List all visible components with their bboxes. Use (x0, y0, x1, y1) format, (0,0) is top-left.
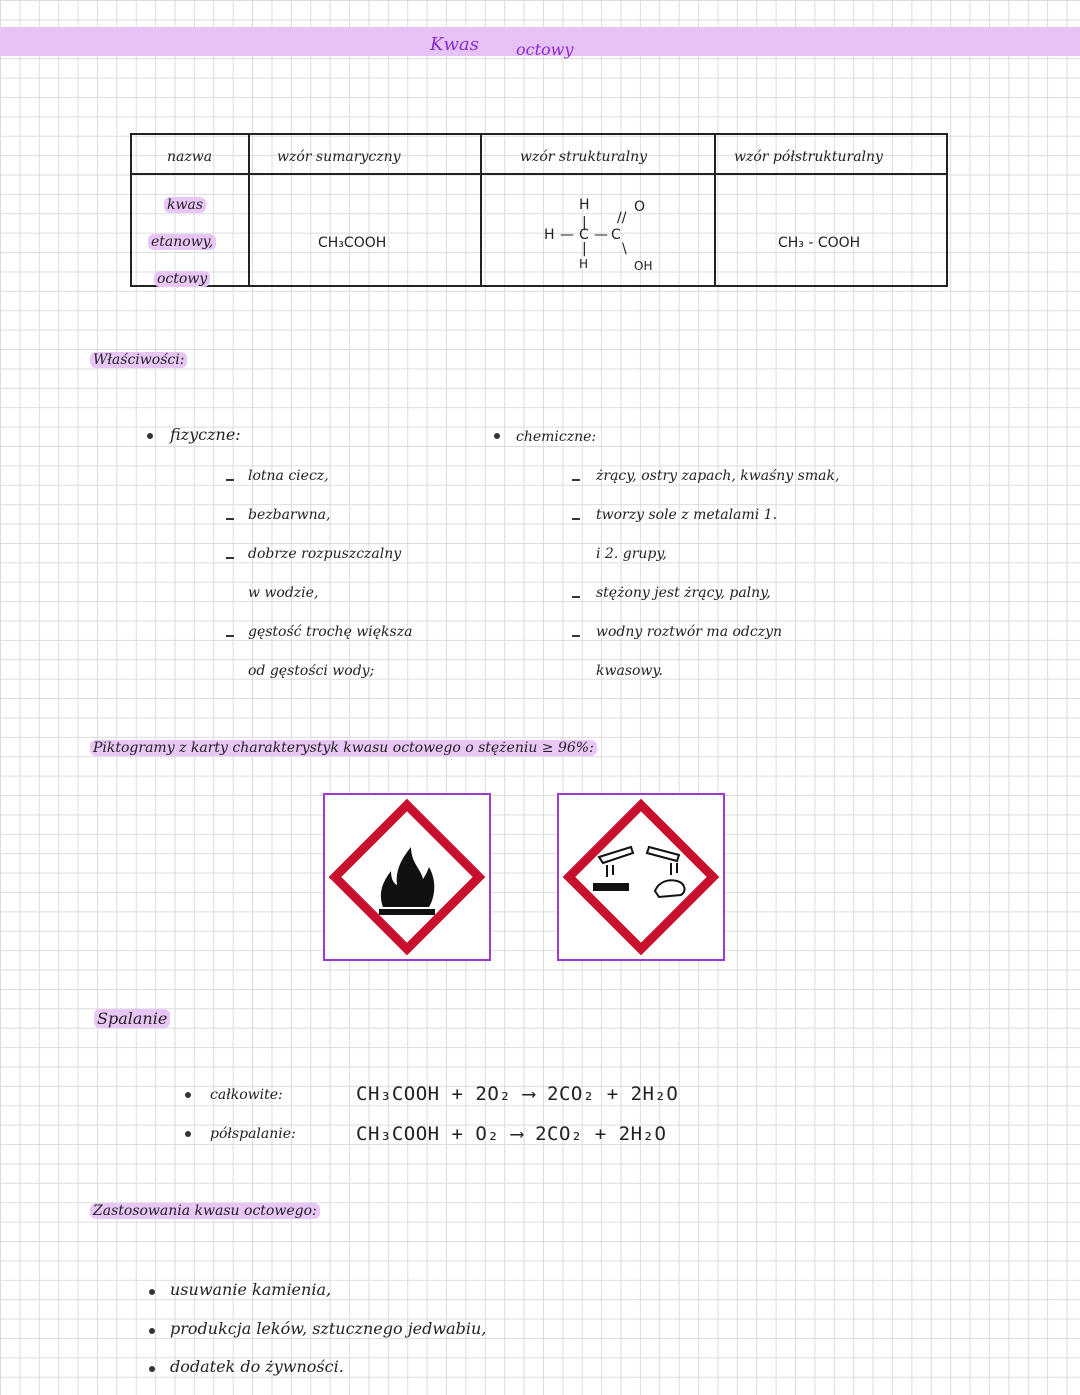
half-equation: CH₃COOH + O₂ ⟶ 2CO₂ + 2H₂O (356, 1123, 667, 1145)
physical-label: fizyczne: (170, 425, 241, 444)
name-line-octowy: octowy (154, 271, 210, 287)
header-strukturalny: wzór strukturalny (520, 149, 648, 165)
physical-item: w wodzie, (248, 585, 319, 601)
chemical-item: żrący, ostry zapach, kwaśny smak, (596, 468, 840, 484)
table-header-line (132, 173, 946, 175)
use-item: dodatek do żywności. (170, 1357, 344, 1376)
bullet (185, 1092, 191, 1098)
struct-h-left: H (544, 227, 555, 243)
dash (572, 635, 580, 637)
table-divider (480, 135, 482, 285)
struct-h-bottom: H (579, 257, 589, 271)
chemical-item: stężony jest żrący, palny, (596, 585, 771, 601)
table-divider (248, 135, 250, 285)
bullet (149, 1328, 155, 1334)
physical-item: dobrze rozpuszczalny (248, 546, 402, 562)
name-line-kwas: kwas (164, 197, 206, 213)
physical-item: gęstość trochę większa (248, 624, 413, 640)
physical-item: bezbarwna, (248, 507, 331, 523)
name-line-etanowy: etanowy, (148, 234, 216, 250)
dash (572, 479, 580, 481)
title-word-kwas: Kwas (430, 34, 479, 55)
dash (226, 479, 234, 481)
formula-polstrukturalny: CH₃ - COOH (778, 235, 861, 251)
struct-bond-left: — (560, 227, 574, 243)
complete-label: całkowite: (210, 1087, 283, 1103)
chemical-item: wodny roztwór ma odczyn (596, 624, 783, 640)
pictograms-heading: Piktogramy z karty charakterystyk kwasu octowego o stężeniu ≥ 96%: (90, 740, 597, 756)
dash (572, 596, 580, 598)
dash (226, 557, 234, 559)
struct-bond-mid: — (594, 227, 608, 243)
dash (572, 518, 580, 520)
struct-oh: OH (634, 259, 653, 273)
header-polstrukturalny: wzór półstrukturalny (734, 149, 883, 165)
header-nazwa: nazwa (167, 149, 213, 165)
dash (226, 635, 234, 637)
struct-bond-bottom: | (582, 241, 587, 257)
table-divider (714, 135, 716, 285)
half-label: półspalanie: (210, 1126, 296, 1142)
header-sumaryczny: wzór sumaryczny (277, 149, 401, 165)
physical-item: lotna ciecz, (248, 468, 329, 484)
chemical-item: i 2. grupy, (596, 546, 667, 562)
bullet (147, 433, 153, 439)
struct-bond-oh: \ (622, 241, 627, 257)
struct-double-bond: // (617, 210, 627, 226)
use-item: produkcja leków, sztucznego jedwabiu, (170, 1319, 487, 1338)
struct-h-top: H (579, 197, 590, 213)
dash (226, 518, 234, 520)
use-item: usuwanie kamienia, (170, 1280, 332, 1299)
combustion-heading: Spalanie (94, 1009, 170, 1028)
formula-table (130, 133, 948, 287)
bullet (149, 1366, 155, 1372)
uses-heading: Zastosowania kwasu octowego: (90, 1203, 320, 1219)
struct-bond-top: | (582, 215, 587, 231)
struct-c1: C (579, 227, 589, 243)
title-word-octowy: octowy (516, 40, 574, 59)
pictogram-flammable (323, 793, 491, 961)
properties-heading: Właściwości: (90, 352, 187, 368)
physical-item: od gęstości wody; (248, 663, 375, 679)
chemical-item: tworzy sole z metalami 1. (596, 507, 778, 523)
formula-sumaryczny: CH₃COOH (318, 235, 387, 251)
corrosion-icon (559, 795, 723, 959)
pictogram-corrosive (557, 793, 725, 961)
flame-icon (325, 795, 489, 959)
bullet (494, 433, 500, 439)
chemical-item: kwasowy. (596, 663, 663, 679)
bullet (185, 1131, 191, 1137)
struct-c2: C (611, 227, 621, 243)
complete-equation: CH₃COOH + 2O₂ ⟶ 2CO₂ + 2H₂O (356, 1083, 679, 1105)
bullet (149, 1289, 155, 1295)
struct-o: O (634, 199, 646, 215)
chemical-label: chemiczne: (516, 429, 597, 445)
